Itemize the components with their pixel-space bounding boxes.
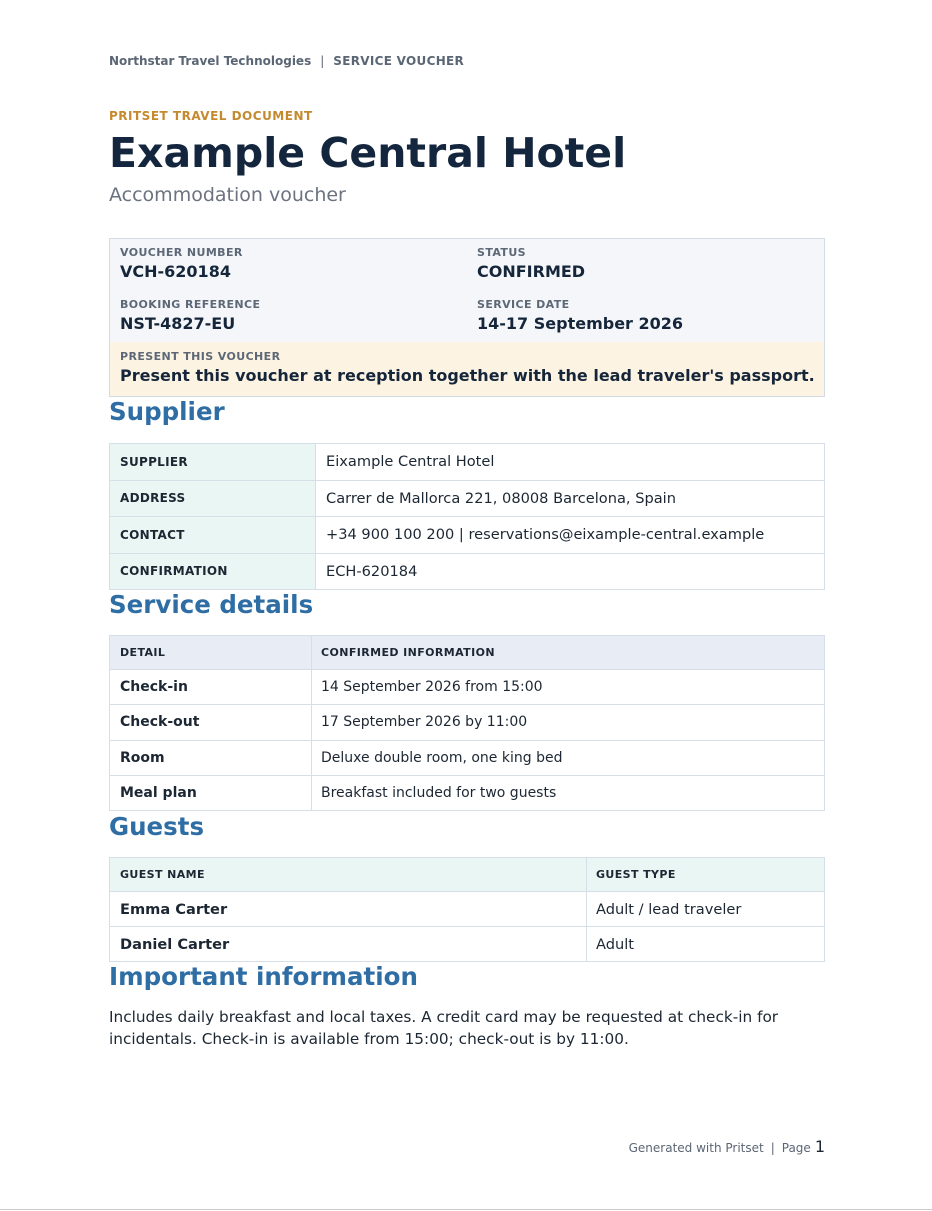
detail-name: Room (110, 741, 312, 775)
column-header: GUEST NAME (110, 858, 587, 891)
table-row (110, 705, 824, 740)
row-value: ECH-620184 (326, 562, 418, 580)
voucher-summary (109, 238, 825, 397)
company-name: Northstar Travel Technologies (109, 54, 312, 68)
column-header: DETAIL (110, 636, 312, 669)
running-header (109, 53, 464, 69)
table-row (110, 444, 824, 481)
summary-field-voucher-number (120, 246, 477, 282)
guest-name: Emma Carter (110, 892, 587, 926)
notice-label: PRESENT THIS VOUCHER (120, 350, 281, 363)
detail-info: Breakfast included for two guests (321, 784, 557, 801)
field-label: VOUCHER NUMBER (120, 246, 243, 259)
table-row (110, 892, 824, 927)
table-row (110, 670, 824, 705)
present-voucher-notice (110, 342, 824, 396)
table-header-row (110, 858, 824, 892)
table-row (110, 741, 824, 776)
row-label: SUPPLIER (110, 444, 316, 480)
summary-field-booking-reference (120, 298, 477, 334)
field-label: SERVICE DATE (477, 298, 570, 311)
row-value: Eixample Central Hotel (326, 453, 495, 471)
table-row (110, 517, 824, 554)
summary-field-service-date (477, 298, 814, 334)
detail-name: Check-in (110, 670, 312, 704)
field-label: STATUS (477, 246, 526, 259)
row-value: +34 900 100 200 | reservations@eixample-central.example (326, 526, 765, 544)
table-row (110, 927, 824, 962)
header-separator: | (320, 54, 325, 68)
table-row (110, 554, 824, 591)
row-label: CONFIRMATION (110, 554, 316, 590)
column-header: CONFIRMED INFORMATION (321, 646, 495, 659)
booking-reference: NST-4827-EU (120, 314, 236, 333)
guests-table (109, 857, 825, 962)
summary-field-status (477, 246, 814, 282)
page-bottom-edge (0, 1209, 932, 1210)
detail-info: Deluxe double room, one king bed (321, 749, 563, 766)
status-value: CONFIRMED (477, 262, 586, 281)
important-information-text: Includes daily breakfast and local taxes. A credit card may be requested at check-in for incidentals. Check-in is available from 15:00; check-out is by 11:00. (109, 1008, 779, 1048)
page-number: 1 (814, 1137, 825, 1156)
generator-credit: Generated with Pritset (628, 1141, 764, 1155)
table-row (110, 776, 824, 811)
table-row (110, 481, 824, 518)
page-subtitle: Accommodation voucher (109, 184, 346, 206)
page-title: Example Central Hotel (109, 129, 627, 177)
page-label: Page (781, 1141, 811, 1155)
notice-text: Present this voucher at reception together with the lead traveler's passport. (120, 366, 815, 385)
voucher-number: VCH-620184 (120, 262, 231, 281)
detail-name: Meal plan (110, 776, 312, 810)
page-footer (629, 1137, 825, 1157)
table-header-row (110, 636, 824, 670)
guest-type: Adult (596, 935, 635, 953)
guests-heading: Guests (109, 812, 205, 841)
document-eyebrow: PRITSET TRAVEL DOCUMENT (109, 109, 313, 123)
guest-type: Adult / lead traveler (596, 900, 742, 918)
row-label: CONTACT (110, 517, 316, 553)
service-details-table (109, 635, 825, 811)
detail-name: Check-out (110, 705, 312, 739)
important-information-heading: Important information (109, 962, 418, 991)
row-value: Carrer de Mallorca 221, 08008 Barcelona, Spain (326, 489, 676, 507)
supplier-table (109, 443, 825, 590)
column-header: GUEST TYPE (596, 868, 676, 881)
summary-fields (110, 239, 824, 334)
service-date: 14-17 September 2026 (477, 314, 684, 333)
document-type: SERVICE VOUCHER (333, 54, 465, 68)
detail-info: 14 September 2026 from 15:00 (321, 679, 543, 696)
service-details-heading: Service details (109, 590, 314, 619)
guest-name: Daniel Carter (110, 927, 587, 961)
field-label: BOOKING REFERENCE (120, 298, 261, 311)
supplier-heading: Supplier (109, 397, 225, 426)
row-label: ADDRESS (110, 481, 316, 517)
footer-separator: | (770, 1141, 775, 1155)
detail-info: 17 September 2026 by 11:00 (321, 714, 528, 731)
